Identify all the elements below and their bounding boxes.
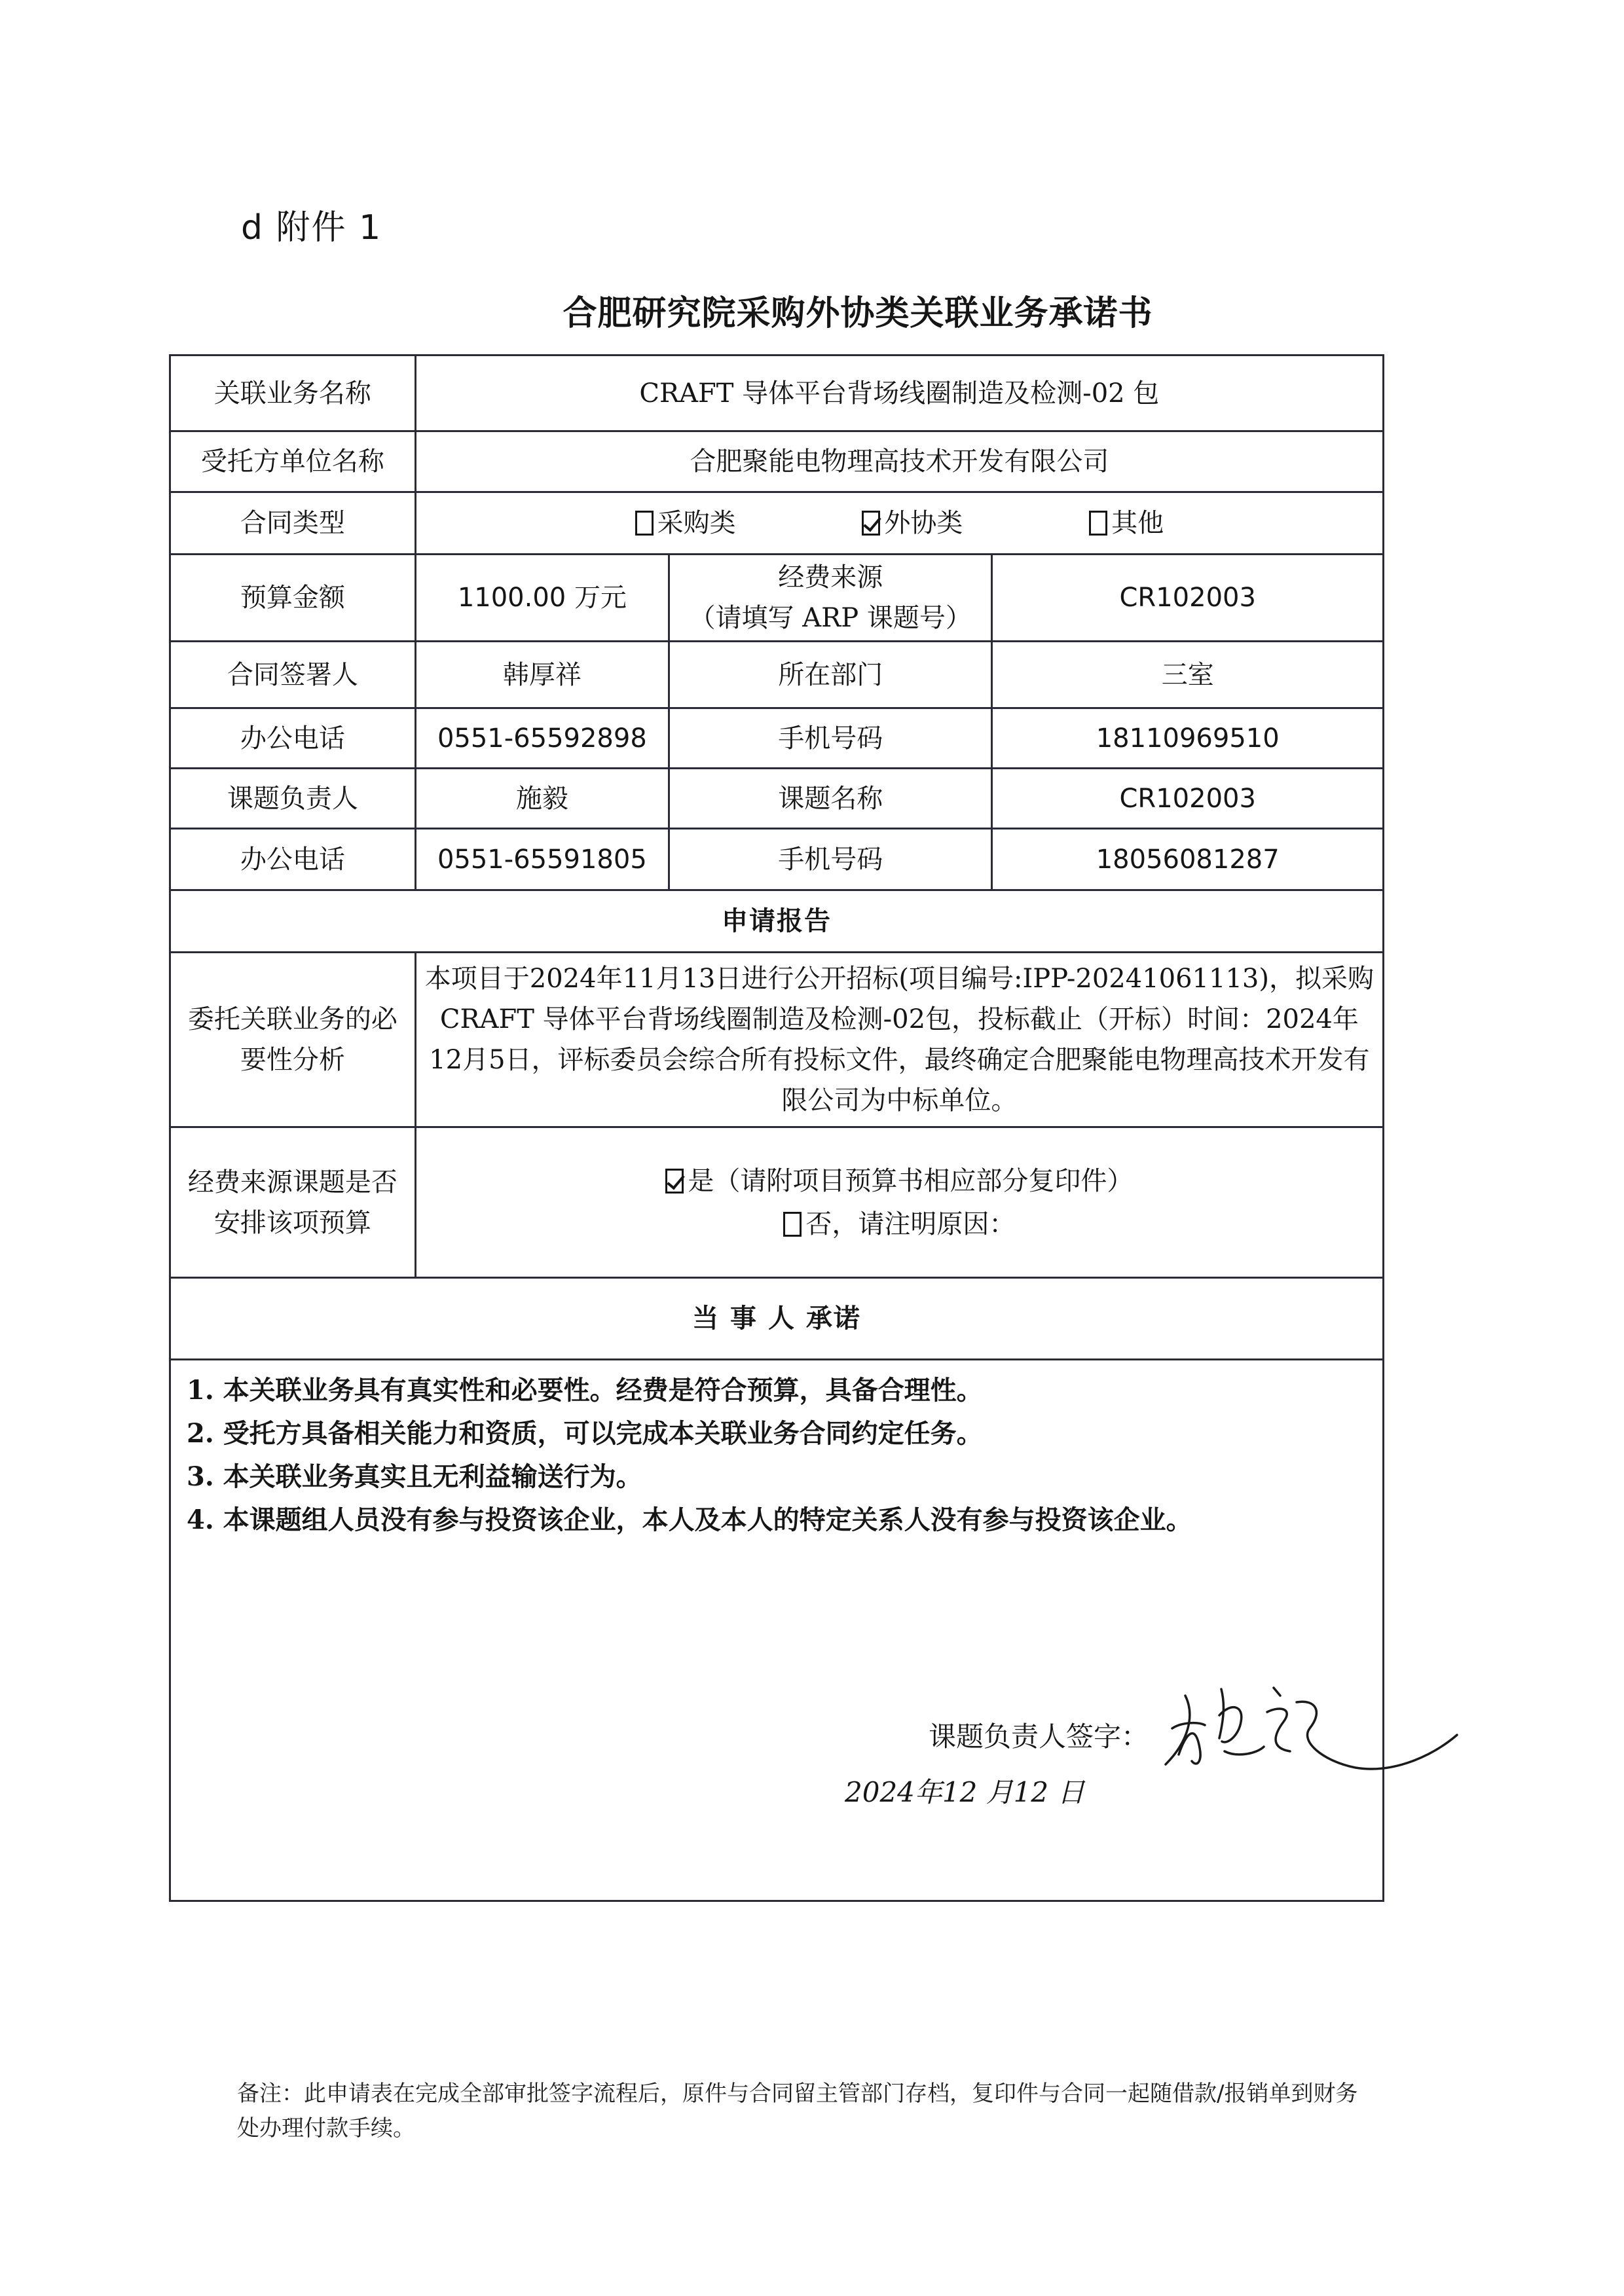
checkbox-procurement[interactable] bbox=[635, 511, 654, 536]
signature-stroke bbox=[1166, 1696, 1205, 1764]
option-other-label: 其他 bbox=[1111, 508, 1164, 538]
label-necessity bbox=[170, 953, 416, 1127]
value-office-phone: 0551-65592898 bbox=[415, 708, 669, 769]
value-contractor: 合肥聚能电物理高技术开发有限公司 bbox=[415, 431, 1383, 492]
row-signer bbox=[170, 642, 1384, 708]
signature-stroke bbox=[1267, 1688, 1457, 1769]
option-outsourcing-label: 外协类 bbox=[884, 508, 963, 538]
value-business-name: CRAFT 导体平台背场线圈制造及检测-02 包 bbox=[415, 355, 1383, 431]
value-project-name: CR102003 bbox=[992, 769, 1384, 829]
option-procurement-label: 采购类 bbox=[657, 508, 736, 538]
row-lead-phone bbox=[170, 829, 1384, 890]
option-budget-no-label: 否，请注明原因： bbox=[805, 1209, 1016, 1239]
label-signer: 合同签署人 bbox=[170, 642, 416, 708]
label-contractor: 受托方单位名称 bbox=[170, 431, 416, 492]
pledge-item: 2. 受托方具备相关能力和资质，可以完成本关联业务合同约定任务。 bbox=[187, 1418, 983, 1449]
row-budget-arranged bbox=[170, 1127, 1384, 1278]
label-fund-source-line2: （请填写 ARP 课题号） bbox=[689, 603, 972, 633]
value-mobile: 18110969510 bbox=[992, 708, 1384, 769]
checkbox-budget-yes-checked[interactable] bbox=[665, 1169, 684, 1194]
footnote: 备注：此申请表在完成全部审批签字流程后，原件与合同留主管部门存档，复印件与合同一起随借款/报销单到财务处办理付款手续。 bbox=[237, 2081, 1358, 2141]
label-lead-office-phone: 办公电话 bbox=[170, 829, 416, 890]
label-budget-arranged bbox=[170, 1127, 416, 1278]
label-contract-type: 合同类型 bbox=[170, 492, 416, 555]
necessity-analysis-text: 本项目于2024年11月13日进行公开招标(项目编号:IPP-20241061113)，拟采购 CRAFT 导体平台背场线圈制造及检测-02包，投标截止（开标）时间：2024年12月5日，评标委员会综合所有投标文件，最终确定合肥聚能电物理高技术开发有限公司为中标单位。 bbox=[415, 953, 1383, 1127]
pledge-item: 4. 本课题组人员没有参与投资该企业，本人及本人的特定关系人没有参与投资该企业。 bbox=[187, 1504, 1192, 1535]
option-budget-yes[interactable] bbox=[424, 1159, 1375, 1203]
label-fund-source bbox=[669, 555, 992, 642]
row-business-name bbox=[170, 355, 1384, 431]
label-project-lead: 课题负责人 bbox=[170, 769, 416, 829]
section-header-pledge: 当 事 人 承诺 bbox=[170, 1278, 1384, 1360]
value-lead-mobile: 18056081287 bbox=[992, 829, 1384, 890]
commitment-form-table bbox=[169, 354, 1384, 1902]
signature-label: 课题负责人签字： bbox=[929, 1721, 1149, 1753]
attachment-label: d 附件 1 bbox=[241, 208, 382, 247]
row-report-header bbox=[170, 890, 1384, 953]
value-project-lead: 施毅 bbox=[415, 769, 669, 829]
signature-date: 2024年12 月12 日 bbox=[845, 1776, 1085, 1808]
pledge-body bbox=[170, 1360, 1384, 1901]
label-fund-source-line1: 经费来源 bbox=[778, 562, 883, 592]
document-title: 合肥研究院采购外协类关联业务承诺书 bbox=[563, 294, 1153, 333]
checkbox-other[interactable] bbox=[1089, 511, 1107, 536]
checkbox-outsourcing-checked[interactable] bbox=[862, 511, 880, 536]
row-necessity bbox=[170, 953, 1384, 1127]
pledge-item: 3. 本关联业务真实且无利益输送行为。 bbox=[187, 1461, 642, 1492]
value-department: 三室 bbox=[992, 642, 1384, 708]
label-budget-arranged-line1: 经费来源课题是否 bbox=[187, 1167, 397, 1197]
contract-type-options bbox=[415, 492, 1383, 555]
label-project-name: 课题名称 bbox=[669, 769, 992, 829]
row-project-lead bbox=[170, 769, 1384, 829]
label-necessity-line2: 要性分析 bbox=[240, 1045, 345, 1075]
row-budget bbox=[170, 555, 1384, 642]
pledge-item: 1. 本关联业务具有真实性和必要性。经费是符合预算，具备合理性。 bbox=[187, 1375, 983, 1406]
pledge-list bbox=[187, 1377, 1371, 1533]
row-contractor bbox=[170, 431, 1384, 492]
label-business-name: 关联业务名称 bbox=[170, 355, 416, 431]
label-department: 所在部门 bbox=[669, 642, 992, 708]
option-procurement[interactable] bbox=[635, 503, 736, 543]
label-budget: 预算金额 bbox=[170, 555, 416, 642]
handwritten-signature bbox=[1159, 1676, 1460, 1781]
label-budget-arranged-line2: 安排该项预算 bbox=[213, 1207, 371, 1238]
row-contract-type bbox=[170, 492, 1384, 555]
option-other[interactable] bbox=[1089, 503, 1164, 543]
section-header-report: 申请报告 bbox=[170, 890, 1384, 953]
checkbox-budget-no[interactable] bbox=[783, 1212, 802, 1237]
option-outsourcing[interactable] bbox=[862, 503, 963, 543]
value-budget: 1100.00 万元 bbox=[415, 555, 669, 642]
label-mobile: 手机号码 bbox=[669, 708, 992, 769]
value-lead-office-phone: 0551-65591805 bbox=[415, 829, 669, 890]
label-lead-mobile: 手机号码 bbox=[669, 829, 992, 890]
option-budget-no[interactable] bbox=[424, 1203, 1375, 1246]
value-signer: 韩厚祥 bbox=[415, 642, 669, 708]
budget-arranged-options bbox=[415, 1127, 1383, 1278]
value-fund-source: CR102003 bbox=[992, 555, 1384, 642]
label-necessity-line1: 委托关联业务的必 bbox=[187, 1004, 397, 1034]
row-pledge-header bbox=[170, 1278, 1384, 1360]
option-budget-yes-label: 是（请附项目预算书相应部分复印件） bbox=[688, 1165, 1134, 1196]
signature-stroke bbox=[1219, 1689, 1264, 1755]
row-signer-phone bbox=[170, 708, 1384, 769]
row-pledge-body bbox=[170, 1360, 1384, 1901]
label-office-phone: 办公电话 bbox=[170, 708, 416, 769]
